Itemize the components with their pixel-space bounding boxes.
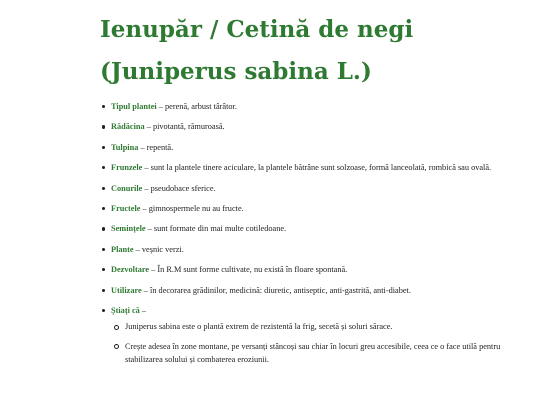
list-item-stiati-ca — [100, 304, 520, 367]
list-item-tipul-plantei — [100, 100, 520, 114]
list-item-radacina — [100, 120, 520, 134]
fact-item: Crește adesea în zone montane, pe versanți stâncoși sau chiar în locuri greu accesibile, ceea ce o face utilă pentru stabilizarea solului și combaterea eroziunii. — [111, 340, 520, 367]
term-label: Fructele — [111, 203, 141, 213]
page-title: Ienupăr / Cetină de negi — [100, 16, 414, 43]
term-description: – în decorarea grădinilor, medicină: diuretic, antiseptic, anti-gastrită, anti-diabet. — [141, 285, 411, 295]
page-subtitle-latin-name: (Juniperus sabina L.) — [100, 58, 372, 85]
list-item-fructele — [100, 202, 520, 216]
term-label: Conurile — [111, 183, 143, 193]
list-item-tulpina — [100, 141, 520, 155]
term-label: Rădăcina — [111, 122, 145, 132]
term-description: – veșnic verzi. — [133, 244, 184, 254]
list-item-utilizare — [100, 284, 520, 298]
term-label: Știați că — [111, 305, 140, 315]
list-item-frunzele — [100, 161, 520, 175]
list-item-semintele — [100, 222, 520, 236]
term-label: Semințele — [111, 224, 146, 234]
characteristics-list — [100, 100, 520, 374]
list-item-plante — [100, 243, 520, 257]
term-description: – pseudobace sferice. — [142, 183, 216, 193]
term-label: Plante — [111, 244, 134, 254]
term-description: – pivotantă, rămuroasă. — [144, 122, 225, 132]
term-description: – — [139, 305, 147, 315]
term-description: – repentă. — [138, 142, 174, 152]
term-description: – sunt la plantele tinere aciculare, la plantele bătrâne sunt solzoase, formă lanceolată, rombică sau ovală. — [142, 163, 492, 173]
fact-item: Juniperus sabina este o plantă extrem de rezistentă la frig, secetă și soluri sărace. — [111, 320, 520, 334]
term-label: Dezvoltare — [111, 265, 150, 275]
term-label: Tipul plantei — [111, 102, 157, 111]
term-label: Tulpina — [111, 142, 139, 152]
term-description: – perenă, arbust târâtor. — [156, 102, 237, 111]
list-item-conurile — [100, 182, 520, 196]
term-description: – sunt formate din mai multe cotiledoane. — [145, 224, 287, 234]
list-item-dezvoltare — [100, 263, 520, 277]
term-description: – gimnospermele nu au fructe. — [140, 203, 244, 213]
facts-sublist — [111, 320, 520, 367]
term-description: – În R.M sunt forme cultivate, nu există în floare spontană. — [149, 265, 348, 275]
term-label: Frunzele — [111, 163, 143, 173]
term-label: Utilizare — [111, 285, 142, 295]
